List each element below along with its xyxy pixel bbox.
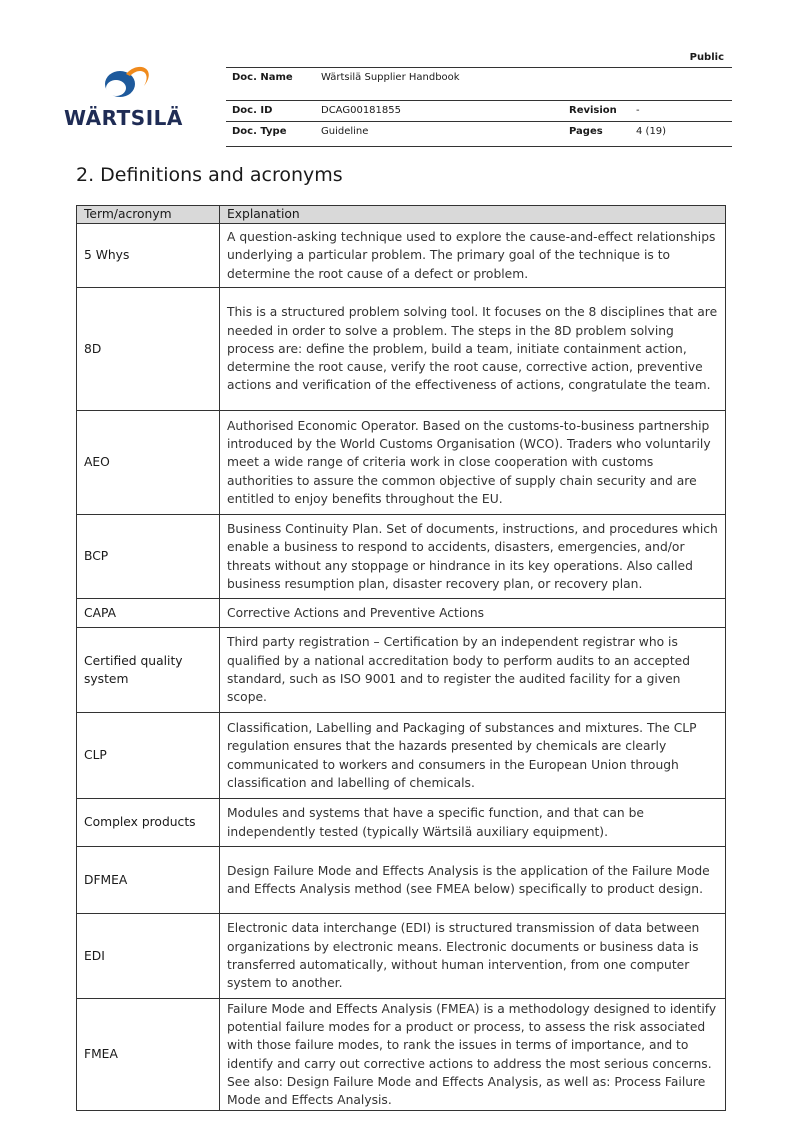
explanation-cell: Classification, Labelling and Packaging of substances and mixtures. The CLP regulation ensures that the hazards presented by chemicals are clearly communicated to workers and consumers in the European Union through classification and labelling of chemicals. <box>220 713 726 799</box>
table-row <box>77 847 726 914</box>
company-logo <box>64 62 183 132</box>
table-row <box>77 515 726 599</box>
table-header-row <box>77 206 726 224</box>
table-row <box>77 999 726 1111</box>
term-cell: DFMEA <box>77 847 220 914</box>
table-row <box>77 914 726 999</box>
explanation-cell: Authorised Economic Operator. Based on the customs-to-business partnership introduced by the World Customs Organisation (WCO). Traders who voluntarily meet a wide range of criteria work in close cooperation with customs authorities to assure the common objective of supply chain security and are entitled to enjoy benefits throughout the EU. <box>220 411 726 515</box>
explanation-cell: Electronic data interchange (EDI) is structured transmission of data between organizations by electronic means. Electronic documents or business data is transferred automatically, without human intervention, from one computer system to another. <box>220 914 726 999</box>
term-cell: EDI <box>77 914 220 999</box>
revision-value: - <box>636 105 640 116</box>
term-cell: Complex products <box>77 799 220 847</box>
doc-name-value: Wärtsilä Supplier Handbook <box>321 72 460 83</box>
term-cell: Certified quality system <box>77 628 220 713</box>
explanation-cell: Modules and systems that have a specific function, and that can be independently tested (typically Wärtsilä auxiliary equipment). <box>220 799 726 847</box>
column-header-term: Term/acronym <box>77 206 220 224</box>
term-cell: 8D <box>77 288 220 411</box>
classification-label: Public <box>689 52 724 63</box>
explanation-cell: Business Continuity Plan. Set of documents, instructions, and procedures which enable a business to respond to accidents, disasters, emergencies, and/or threats without any stoppage or hindrance in its key operations. Also called business resumption plan, disaster recovery plan, or recovery plan. <box>220 515 726 599</box>
logo-mark-icon <box>64 62 172 110</box>
table-row <box>77 288 726 411</box>
table-row <box>77 224 726 288</box>
table-row <box>77 799 726 847</box>
term-cell: CLP <box>77 713 220 799</box>
explanation-cell: A question-asking technique used to explore the cause-and-effect relationships underlying a particular problem. The primary goal of the technique is to determine the root cause of a defect or problem. <box>220 224 726 288</box>
explanation-cell: This is a structured problem solving tool. It focuses on the 8 disciplines that are needed in order to solve a problem. The steps in the 8D problem solving process are: define the problem, build a team, initiate containment action, determine the root cause, verify the root cause, corrective action, preventive actions and verification of the effectiveness of actions, congratulate the team. <box>220 288 726 411</box>
table-row <box>77 713 726 799</box>
doc-type-value: Guideline <box>321 126 369 137</box>
explanation-cell: Failure Mode and Effects Analysis (FMEA) is a methodology designed to identify potential failure modes for a product or process, to assess the risk associated with those failure modes, to rank the issues in terms of importance, and to identify and carry out corrective actions to address the most serious concerns. See also: Design Failure Mode and Effects Analysis, as well as: Process Failure Mode and Effects Analysis. <box>220 999 726 1111</box>
column-header-explanation: Explanation <box>220 206 726 224</box>
term-cell: BCP <box>77 515 220 599</box>
section-title: 2. Definitions and acronyms <box>76 164 343 186</box>
table-row <box>77 628 726 713</box>
table-row <box>77 411 726 515</box>
table-row <box>77 599 726 628</box>
doc-id-label: Doc. ID <box>232 105 273 116</box>
doc-name-label: Doc. Name <box>232 72 293 83</box>
term-cell: FMEA <box>77 999 220 1111</box>
logo-wordmark: WÄRTSILÄ <box>64 106 183 130</box>
definitions-table <box>76 205 726 1111</box>
pages-label: Pages <box>569 126 603 137</box>
term-cell: AEO <box>77 411 220 515</box>
doc-type-label: Doc. Type <box>232 126 287 137</box>
term-cell: 5 Whys <box>77 224 220 288</box>
explanation-cell: Design Failure Mode and Effects Analysis is the application of the Failure Mode and Effects Analysis method (see FMEA below) specifically to product design. <box>220 847 726 914</box>
explanation-cell: Corrective Actions and Preventive Actions <box>220 599 726 628</box>
explanation-cell: Third party registration – Certification by an independent registrar who is qualified by a national accreditation body to perform audits to an accepted standard, such as ISO 9001 and to register the audited facility for a given scope. <box>220 628 726 713</box>
doc-id-value: DCAG00181855 <box>321 105 401 116</box>
revision-label: Revision <box>569 105 617 116</box>
term-cell: CAPA <box>77 599 220 628</box>
pages-value: 4 (19) <box>636 126 667 137</box>
